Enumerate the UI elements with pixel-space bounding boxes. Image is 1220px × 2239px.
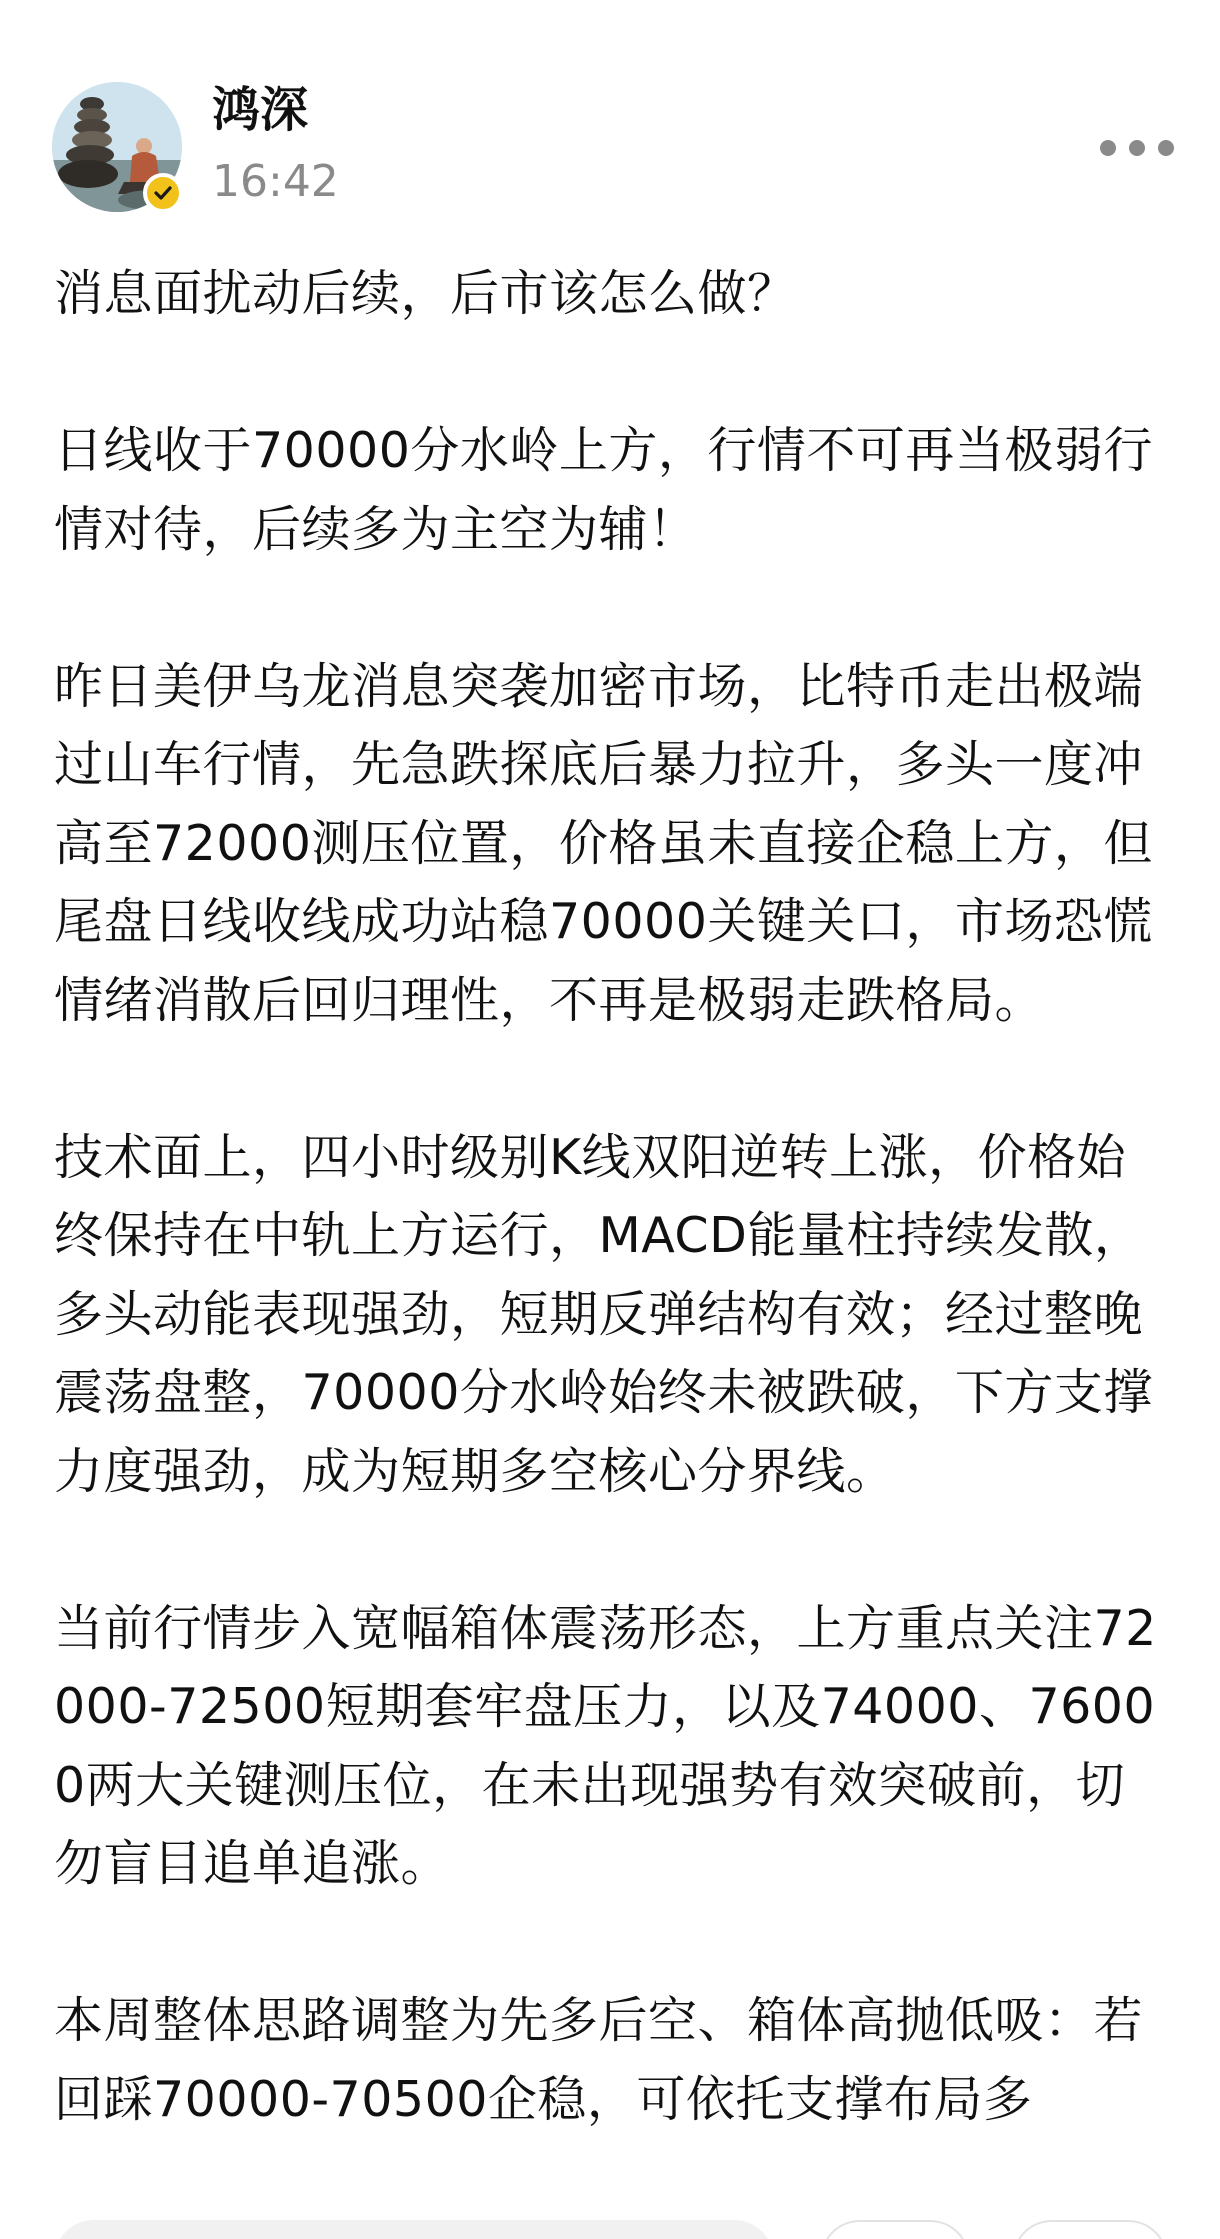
post-paragraph: 日线收于70000分水岭上方，行情不可再当极弱行情对待，后续多为主空为辅！ bbox=[54, 422, 1153, 558]
comment-input[interactable] bbox=[54, 2220, 774, 2239]
post-paragraph: 昨日美伊乌龙消息突袭加密市场，比特币走出极端过山车行情，先急跌探底后暴力拉升，多头一度冲高至72000测压位置，价格虽未直接企稳上方，但尾盘日线收线成功站稳70000关键关口，市场恐慌情绪消散后回归理性，不再是极弱走跌格局。 bbox=[54, 657, 1153, 1029]
action-button[interactable] bbox=[1012, 2220, 1168, 2239]
more-dot bbox=[1129, 140, 1145, 156]
action-button[interactable] bbox=[820, 2220, 970, 2239]
post-time: 16:42 bbox=[212, 156, 339, 207]
post-header bbox=[0, 0, 1220, 260]
author-name[interactable]: 鸿深 bbox=[212, 82, 309, 138]
more-options-icon[interactable] bbox=[1100, 128, 1174, 168]
more-dot bbox=[1158, 140, 1174, 156]
bottom-action-bar bbox=[0, 2210, 1220, 2239]
post-body bbox=[54, 255, 1174, 2218]
post-paragraph: 技术面上，四小时级别K线双阳逆转上涨，价格始终保持在中轨上方运行，MACD能量柱持续发散，多头动能表现强劲，短期反弹结构有效；经过整晚震荡盘整，70000分水岭始终未被跌破，下方支撑力度强劲，成为短期多空核心分界线。 bbox=[54, 1128, 1153, 1500]
post-paragraph: 消息面扰动后续，后市该怎么做？ bbox=[54, 265, 797, 322]
verified-badge-icon bbox=[143, 173, 183, 213]
post-paragraph: 当前行情步入宽幅箱体震荡形态，上方重点关注72000-72500短期套牢盘压力，以及74000、76000两大关键测压位，在未出现强势有效突破前，切勿盲目追单追涨。 bbox=[54, 1599, 1157, 1892]
post-paragraph: 本周整体思路调整为先多后空、箱体高抛低吸：若回踩70000-70500企稳，可依托支撑布局多 bbox=[54, 1992, 1144, 2128]
more-dot bbox=[1100, 140, 1116, 156]
